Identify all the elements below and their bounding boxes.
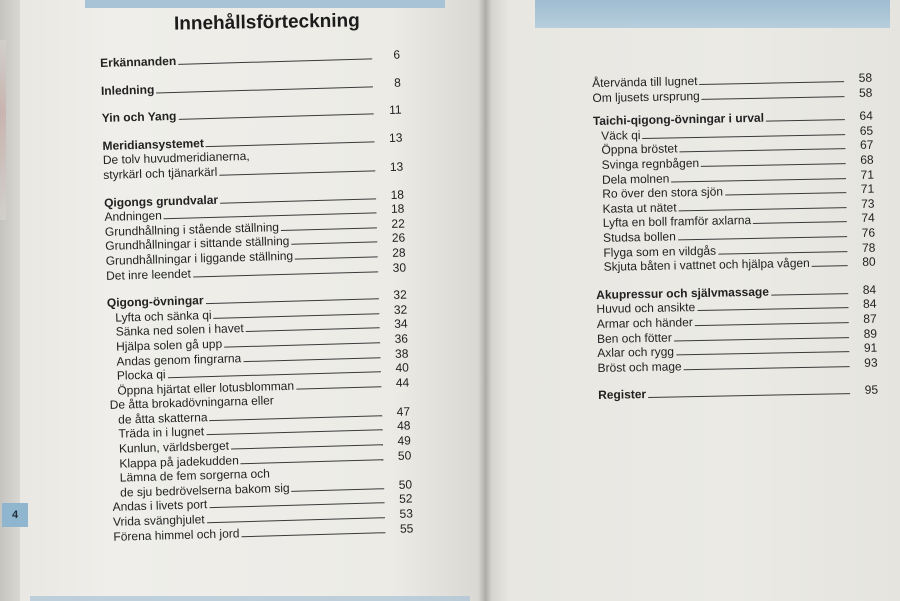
- toc-entry: Grundhållningar i sittande ställning 26: [105, 230, 406, 254]
- toc-entry: De åtta brokadövningarna eller: [109, 393, 274, 413]
- toc-entry: Andas genom fingrarna 38: [116, 346, 409, 369]
- toc-entry: Öppna hjärtat eller lotusblomman 44: [117, 375, 410, 398]
- page-number-tab: [2, 503, 28, 527]
- toc-entry: Sänka ned solen i havet 34: [115, 316, 408, 339]
- toc-entry: Kasta ut nätet 73: [602, 196, 875, 216]
- toc-entry: Qigong-övningar 32: [106, 287, 407, 311]
- toc-entry: Erkännanden 6: [100, 47, 401, 70]
- toc-entry: Yin och Yang 11: [101, 102, 402, 126]
- toc-right-column: [592, 71, 878, 403]
- toc-entry: Armar och händer 87: [596, 311, 877, 331]
- left-footer-bar: [30, 596, 470, 601]
- toc-entry: Huvud och ansikte 84: [596, 296, 877, 317]
- toc-entry: Taichi-qigong-övningar i urval 64: [592, 108, 873, 129]
- toc-entry: Akupressur och självmassage 84: [596, 282, 877, 302]
- toc-entry: Grundhållning i stående ställning 22: [104, 216, 405, 239]
- toc-entry: Ben och fötter 89: [596, 326, 878, 346]
- toc-entry: Hjälpa solen gå upp 36: [115, 331, 409, 354]
- toc-entry: De tolv huvudmeridianerna,: [102, 149, 250, 168]
- toc-entry: Dela molnen 71: [601, 167, 875, 187]
- toc-entry: Öppna bröstet 67: [601, 137, 874, 158]
- toc-left-column: [100, 48, 414, 544]
- toc-entry: de åtta skatterna 47: [117, 404, 411, 427]
- toc-entry: Vrida svänghjulet 53: [112, 506, 414, 529]
- toc-entry: Återvända till lugnet 58: [592, 70, 873, 90]
- toc-entry: styrkärl och tjänarkärl 13: [103, 159, 404, 182]
- toc-entry: Andningen 18: [104, 201, 405, 225]
- toc-entry: Om ljusets ursprung 58: [592, 85, 873, 105]
- toc-entry: de sju bedrövelserna bakom sig 50: [119, 477, 413, 500]
- toc-entry: Qigongs grundvalar 18: [103, 187, 405, 210]
- toc-entry: Inledning 8: [100, 75, 402, 98]
- toc-entry: Svinga regnbågen 68: [601, 152, 874, 172]
- toc-entry: Flyga som en vildgås 78: [603, 240, 876, 260]
- toc-entry: Förena himmel och jord 55: [113, 521, 414, 544]
- toc-entry: Ro över den stora sjön 71: [602, 181, 875, 201]
- toc-entry: Meridiansystemet 13: [102, 130, 403, 153]
- toc-entry: Träda in i lugnet 48: [118, 418, 411, 442]
- right-header-bar: [535, 0, 890, 28]
- toc-entry: Skjuta båten i vattnet och hjälpa vågen 80: [603, 254, 876, 274]
- toc-title: Innehållsförteckning: [173, 10, 360, 35]
- toc-entry: Axlar och rygg 91: [597, 340, 878, 361]
- toc-entry: Andas i livets port 52: [112, 491, 413, 515]
- toc-entry: Kunlun, världsberget 49: [118, 433, 412, 456]
- toc-entry: Register 95: [597, 382, 879, 403]
- book-spine: [478, 0, 492, 601]
- toc-entry: Det inre leendet 30: [105, 260, 407, 283]
- left-header-bar: [85, 0, 445, 8]
- toc-entry: Klappa på jadekudden 50: [119, 448, 412, 471]
- toc-entry: Studsa bollen 76: [602, 225, 876, 245]
- book-cover-edge: [0, 40, 6, 220]
- toc-entry: Lämna de fem sorgerna och: [119, 466, 271, 485]
- toc-entry: Väck qi 65: [601, 123, 874, 143]
- toc-entry: Plocka qi 40: [116, 360, 410, 383]
- toc-entry: Grundhållningar i liggande ställning 28: [105, 245, 406, 268]
- page-number: 4: [11, 509, 19, 521]
- toc-entry: Bröst och mage 93: [597, 355, 878, 375]
- toc-entry: Lyfta en boll framför axlarna 74: [602, 210, 875, 231]
- toc-entry: Lyfta och sänka qi 32: [115, 302, 408, 325]
